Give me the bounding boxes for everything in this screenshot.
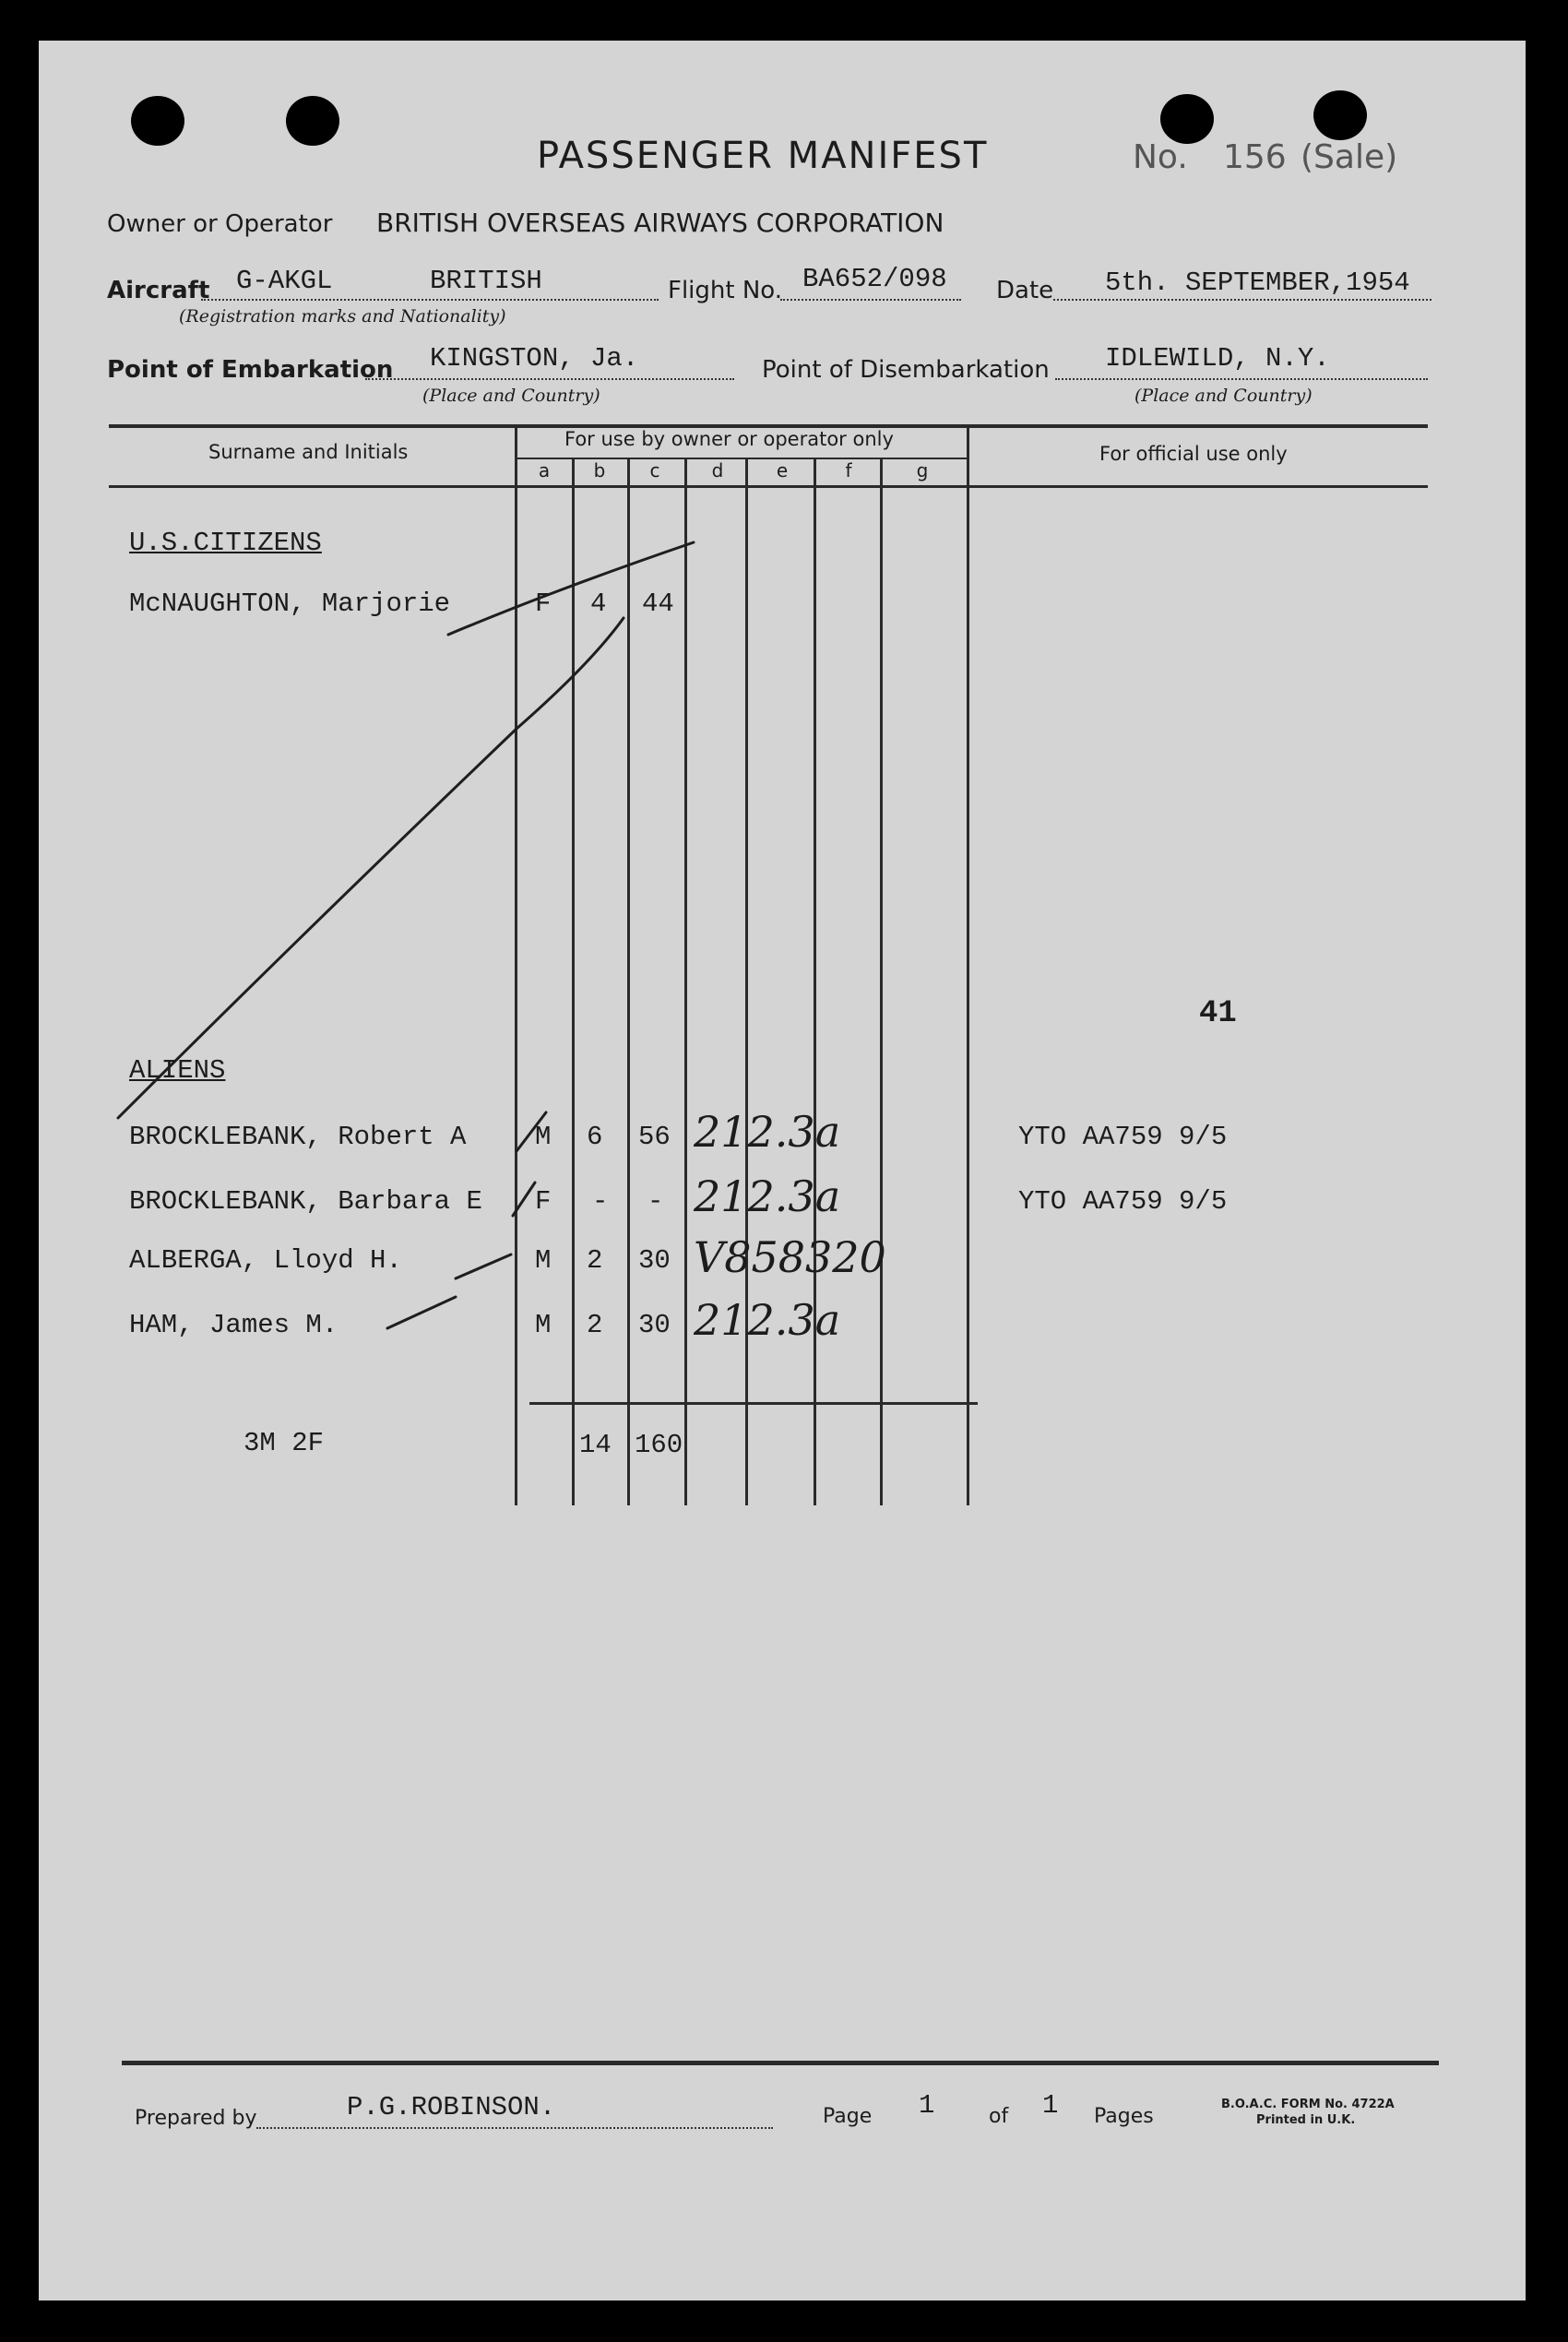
tick-mark <box>517 1112 546 1151</box>
passenger-col-b: 2 <box>587 1310 603 1340</box>
column-c-header: c <box>649 459 660 481</box>
page-total: 1 <box>1042 2090 1059 2121</box>
flight-label: Flight No. <box>668 277 783 304</box>
page-number: 1 <box>919 2090 935 2121</box>
embarkation-note: (Place and Country) <box>422 386 600 406</box>
passenger-col-b: 4 <box>590 588 607 619</box>
form-reference-line1: B.O.A.C. FORM No. 4722A <box>1221 2098 1395 2111</box>
of-label: of <box>989 2105 1009 2128</box>
passenger-name: BROCKLEBANK, Barbara E <box>129 1186 482 1217</box>
disembarkation-label: Point of Disembarkation <box>762 356 1050 384</box>
passenger-col-c: 56 <box>638 1122 671 1152</box>
passenger-col-b: 2 <box>587 1245 603 1276</box>
column-d-header: d <box>711 459 724 481</box>
aircraft-note: (Registration marks and Nationality) <box>179 306 506 327</box>
official-mark: 41 <box>1199 996 1237 1031</box>
pages-label: Pages <box>1094 2105 1154 2128</box>
diagonal-cancel-stroke <box>118 618 624 1118</box>
surname-header: Surname and Initials <box>208 441 409 463</box>
form-number-label: No. <box>1133 138 1188 176</box>
owner-value: BRITISH OVERSEAS AIRWAYS CORPORATION <box>376 208 944 238</box>
passenger-col-b: - <box>592 1186 609 1217</box>
passenger-name: ALBERGA, Lloyd H. <box>129 1245 402 1276</box>
passenger-handwritten-note: 212.3a <box>694 1107 841 1157</box>
form-number: 156 <box>1223 138 1287 176</box>
passenger-handwritten-note: V858320 <box>694 1232 886 1282</box>
cancel-stroke-mcnaughton <box>448 542 694 635</box>
owner-use-header: For use by owner or operator only <box>564 428 894 450</box>
footer-rule <box>122 2061 1439 2065</box>
passenger-handwritten-note: 212.3a <box>694 1295 841 1345</box>
tick-mark <box>456 1254 511 1278</box>
prepared-label: Prepared by <box>135 2107 257 2130</box>
official-use-header: For official use only <box>1099 443 1288 465</box>
prepared-dotted-line <box>256 2127 773 2129</box>
column-a-header: a <box>538 459 551 481</box>
date-label: Date <box>996 277 1054 304</box>
passenger-col-a: F <box>535 1186 552 1217</box>
passenger-col-c: - <box>647 1186 664 1217</box>
page-label: Page <box>823 2105 873 2128</box>
passenger-col-c: 30 <box>638 1310 671 1340</box>
passenger-name: McNAUGHTON, Marjorie <box>129 588 451 619</box>
passenger-name: BROCKLEBANK, Robert A <box>129 1122 467 1152</box>
passenger-official-note: YTO AA759 9/5 <box>1018 1186 1228 1217</box>
passenger-col-c: 44 <box>642 588 674 619</box>
totals-col-c: 160 <box>635 1430 683 1460</box>
totals-label: 3M 2F <box>244 1428 325 1458</box>
column-g-header: g <box>916 459 929 481</box>
form-title: PASSENGER MANIFEST <box>537 135 989 177</box>
form-number-suffix: (Sale) <box>1301 138 1398 176</box>
owner-label: Owner or Operator <box>107 210 333 238</box>
totals-col-b: 14 <box>579 1430 612 1460</box>
embarkation-label: Point of Embarkation <box>107 356 394 384</box>
passenger-col-b: 6 <box>587 1122 603 1152</box>
embarkation-value: KINGSTON, Ja. <box>430 343 639 374</box>
aircraft-label: Aircraft <box>107 277 210 304</box>
aircraft-nationality: BRITISH <box>430 266 542 296</box>
passenger-official-note: YTO AA759 9/5 <box>1018 1122 1228 1152</box>
tick-mark <box>513 1183 535 1216</box>
aircraft-registration: G-AKGL <box>236 266 333 296</box>
tick-mark <box>387 1297 456 1328</box>
column-b-header: b <box>593 459 606 481</box>
section-us-citizens: U.S.CITIZENS <box>129 528 322 558</box>
passenger-col-a: M <box>535 1310 552 1340</box>
disembarkation-value: IDLEWILD, N.Y. <box>1105 343 1330 374</box>
passenger-col-a: M <box>535 1245 552 1276</box>
passenger-col-a: M <box>535 1122 552 1152</box>
flight-number: BA652/098 <box>802 264 947 294</box>
date-value: 5th. SEPTEMBER,1954 <box>1105 267 1410 298</box>
column-f-header: f <box>845 459 852 481</box>
section-aliens: ALIENS <box>129 1055 226 1086</box>
prepared-by: P.G.ROBINSON. <box>347 2092 556 2122</box>
passenger-col-a: F <box>535 588 552 619</box>
column-e-header: e <box>776 459 789 481</box>
passenger-handwritten-note: 212.3a <box>694 1171 841 1221</box>
disembarkation-note: (Place and Country) <box>1134 386 1313 406</box>
passenger-col-c: 30 <box>638 1245 671 1276</box>
form-reference-line2: Printed in U.K. <box>1256 2113 1356 2127</box>
passenger-name: HAM, James M. <box>129 1310 339 1340</box>
